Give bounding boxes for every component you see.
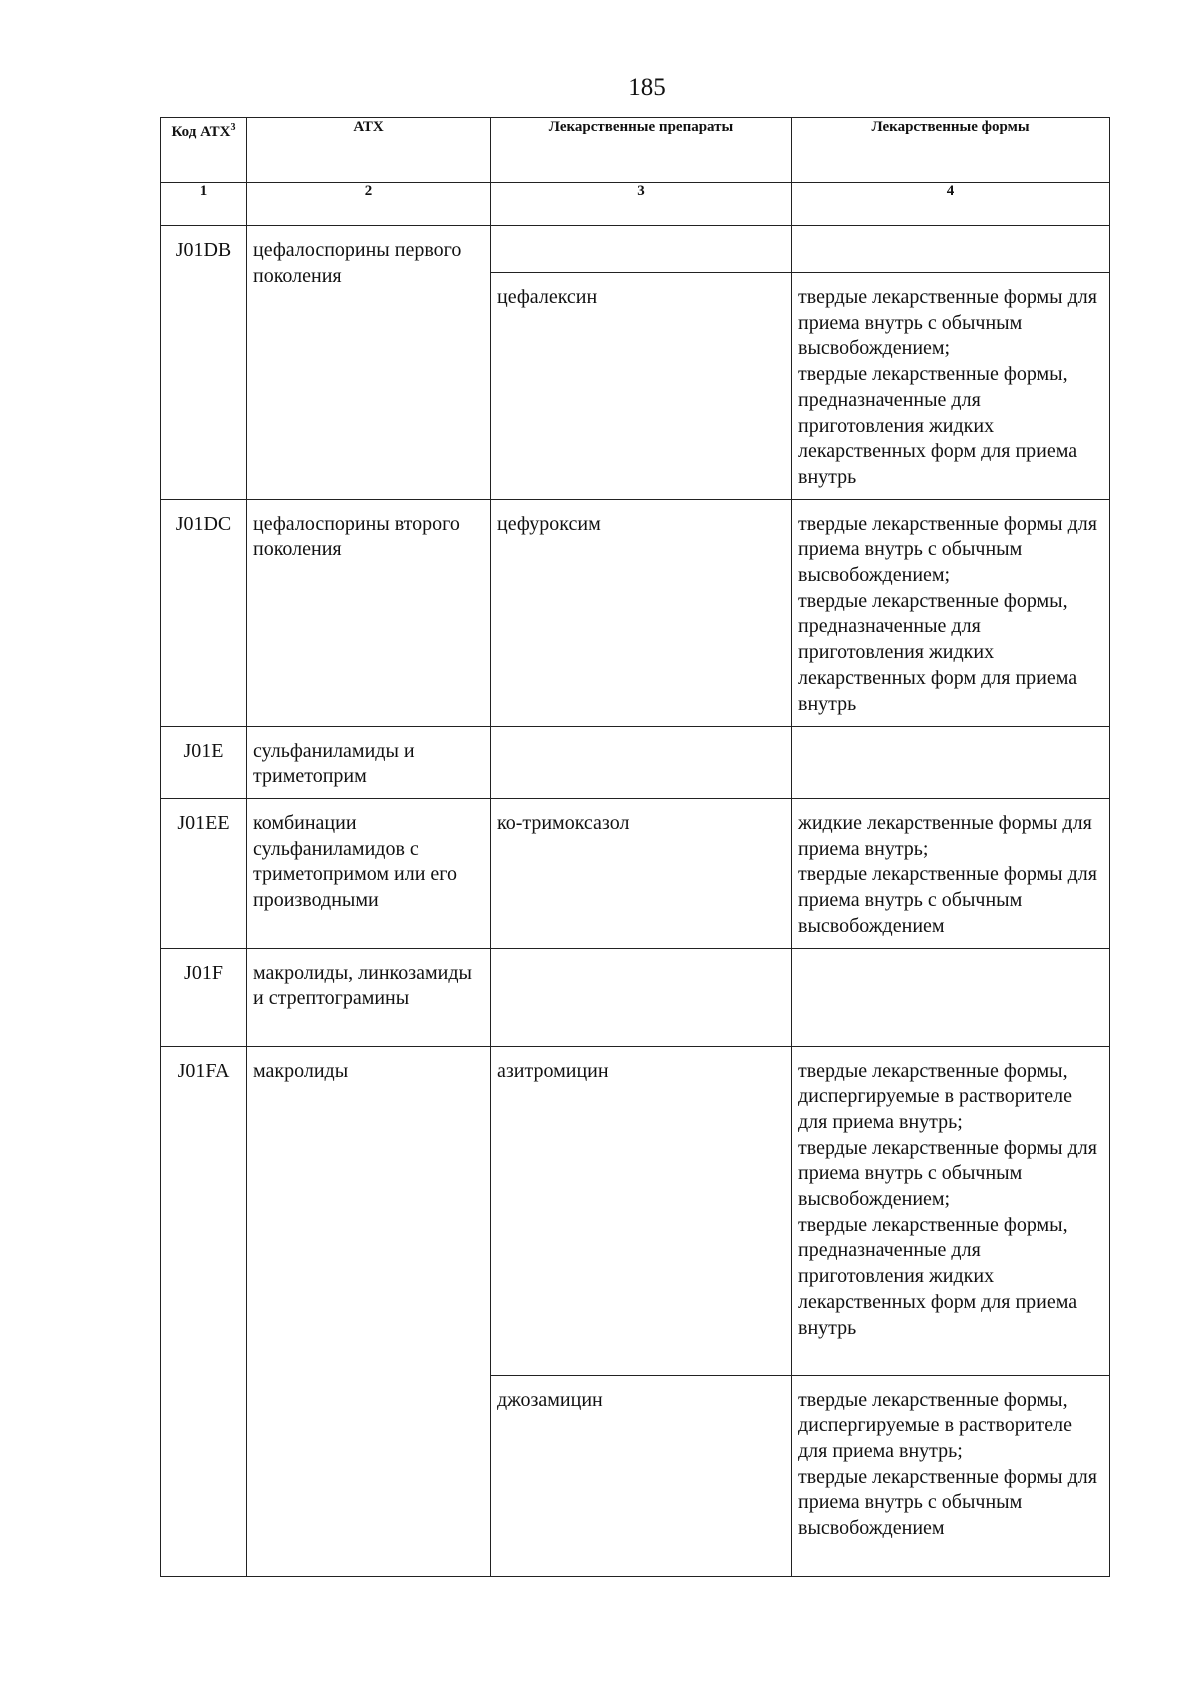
atx-code: J01F	[161, 948, 247, 1046]
atx-code: J01E	[161, 726, 247, 798]
table-header-row	[161, 118, 1110, 183]
header-atx-code: Код АТХ$^3$	[161, 118, 247, 183]
column-number: 3	[491, 183, 792, 226]
table-row	[161, 948, 1110, 1046]
atx-name: макролиды	[247, 1046, 491, 1576]
column-number: 1	[161, 183, 247, 226]
drug-name	[491, 726, 792, 798]
atx-name: макролиды, линкозамиды и стрептограмины	[247, 948, 491, 1046]
drug-name	[491, 948, 792, 1046]
atx-table	[160, 117, 1110, 1577]
table-row	[161, 799, 1110, 949]
drug-name: цефалексин	[491, 273, 792, 500]
atx-name: цефалоспорины первого поколения	[247, 226, 491, 500]
table-row	[161, 1046, 1110, 1375]
atx-name: сульфаниламиды и триметоприм	[247, 726, 491, 798]
atx-name: цефалоспорины второго поколения	[247, 499, 491, 726]
table-row	[161, 226, 1110, 273]
drug-forms	[792, 726, 1110, 798]
column-number-row	[161, 183, 1110, 226]
column-number: 4	[792, 183, 1110, 226]
atx-code: J01EE	[161, 799, 247, 949]
atx-code: J01DB	[161, 226, 247, 500]
empty-cell	[491, 226, 792, 273]
drug-name: ко-тримоксазол	[491, 799, 792, 949]
column-number: 2	[247, 183, 491, 226]
header-drugs: Лекарственные препараты	[491, 118, 792, 183]
drug-forms: твердые лекарственные формы, диспергируемые в растворителе для приема внутрь; твердые лекарственные формы для приема внутрь с обычным высвобождением	[792, 1375, 1110, 1576]
header-atx: АТХ	[247, 118, 491, 183]
drug-forms: жидкие лекарственные формы для приема внутрь; твердые лекарственные формы для приема внутрь с обычным высвобождением	[792, 799, 1110, 949]
header-forms: Лекарственные формы	[792, 118, 1110, 183]
drug-name: азитромицин	[491, 1046, 792, 1375]
drug-name: цефуроксим	[491, 499, 792, 726]
drug-forms: твердые лекарственные формы для приема внутрь с обычным высвобождением; твердые лекарственные формы, предназначенные для приготовления жидких лекарственных форм для приема внутрь	[792, 499, 1110, 726]
atx-name: комбинации сульфаниламидов с триметопримом или его производными	[247, 799, 491, 949]
table-row	[161, 726, 1110, 798]
drug-name: джозамицин	[491, 1375, 792, 1576]
table-row	[161, 499, 1110, 726]
drug-forms	[792, 948, 1110, 1046]
atx-code: J01FA	[161, 1046, 247, 1576]
drug-forms: твердые лекарственные формы для приема внутрь с обычным высвобождением; твердые лекарственные формы, предназначенные для приготовления жидких лекарственных форм для приема внутрь	[792, 273, 1110, 500]
atx-code: J01DC	[161, 499, 247, 726]
page-number: 185	[628, 74, 666, 101]
empty-cell	[792, 226, 1110, 273]
drug-forms: твердые лекарственные формы, диспергируемые в растворителе для приема внутрь; твердые лекарственные формы для приема внутрь с обычным высвобождением; твердые лекарственные формы, предназначенные для приготовления жидких лекарственных форм для приема внутрь	[792, 1046, 1110, 1375]
